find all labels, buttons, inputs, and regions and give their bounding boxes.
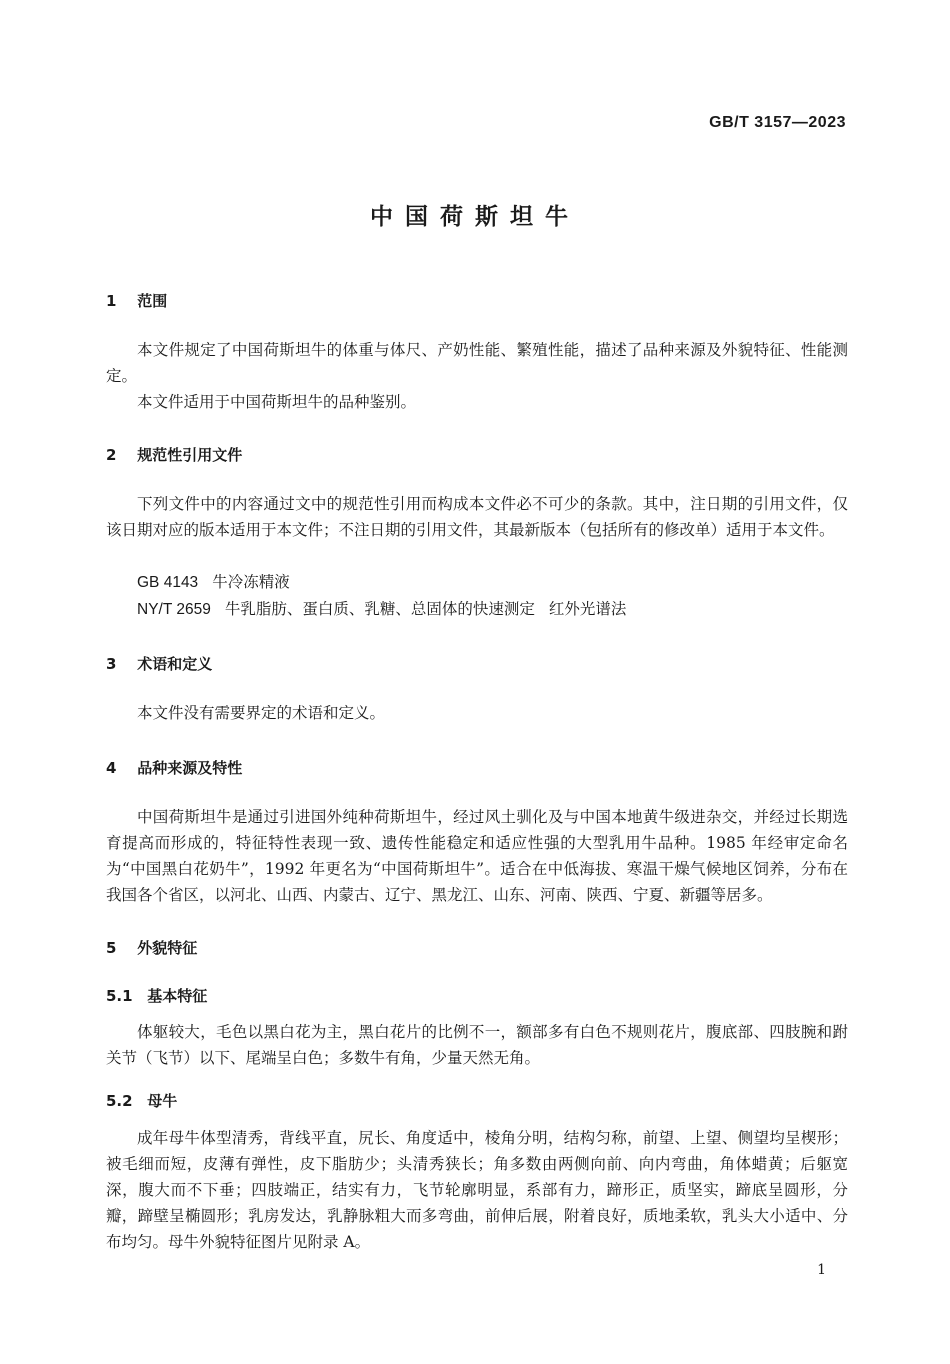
section-3-paragraph-1: 本文件没有需要界定的术语和定义。 <box>137 704 386 722</box>
section-number: 5.2 <box>106 1092 133 1110</box>
section-4-paragraph-1: 中国荷斯坦牛是通过引进国外纯种荷斯坦牛，经过风土驯化及与中国本地黄牛级进杂交，并经过长期选育提高而形成的，特征特性表现一致、遗传性能稳定和适应性强的大型乳用牛品种。1985 年经审定命名为“中国黑白花奶牛”，1992 年更名为“中国荷斯坦牛”。适合在中低海拔、寒温干燥气候地区饲养，分布在我国各个省区，以河北、山西、内蒙古、辽宁、黑龙江、山东、河南、陕西、宁夏、新疆等居多。 <box>106 808 848 904</box>
section-5-heading <box>106 937 197 958</box>
page-number: 1 <box>817 1262 826 1278</box>
section-5-1-paragraph-1: 体躯较大，毛色以黑白花为主，黑白花片的比例不一，额部多有白色不规则花片，腹底部、四肢腕和跗关节（飞节）以下、尾端呈白色；多数牛有角，少量天然无角。 <box>106 1023 848 1067</box>
section-1-paragraph-1: 本文件规定了中国荷斯坦牛的体重与体尺、产奶性能、繁殖性能，描述了品种来源及外貌特征、性能测定。 <box>106 341 848 385</box>
section-title: 母牛 <box>147 1092 178 1110</box>
section-number: 3 <box>106 655 117 673</box>
reference-title: 牛乳脂肪、蛋白质、乳糖、总固体的快速测定 <box>224 600 535 618</box>
section-2-paragraph-1: 下列文件中的内容通过文中的规范性引用而构成本文件必不可少的条款。其中，注日期的引用文件，仅该日期对应的版本适用于本文件；不注日期的引用文件，其最新版本（包括所有的修改单）适用于本文件。 <box>106 495 848 539</box>
standard-code: GB/T 3157—2023 <box>709 114 846 131</box>
section-number: 4 <box>106 759 117 777</box>
section-4-heading <box>106 757 242 778</box>
section-title: 术语和定义 <box>137 655 213 673</box>
section-5-2-paragraph-1: 成年母牛体型清秀，背线平直，尻长、角度适中，棱角分明，结构匀称，前望、上望、侧望均呈楔形；被毛细而短，皮薄有弹性，皮下脂肪少；头清秀狭长；角多数由两侧向前、向内弯曲，角体蜡黄；后躯宽深，腹大而不下垂；四肢端正，结实有力，飞节轮廓明显，系部有力，蹄形正，质坚实，蹄底呈圆形，分瓣，蹄壁呈椭圆形；乳房发达，乳静脉粗大而多弯曲，前伸后展，附着良好，质地柔软，乳头大小适中、分布均匀。母牛外貌特征图片见附录 A。 <box>106 1129 848 1251</box>
section-3-heading <box>106 653 212 674</box>
section-5-1-heading <box>106 985 207 1006</box>
section-number: 5 <box>106 939 117 957</box>
normative-reference <box>137 597 626 619</box>
reference-code: NY/T 2659 <box>137 601 211 618</box>
section-title: 外貌特征 <box>137 939 198 957</box>
section-number: 1 <box>106 292 117 310</box>
section-title: 规范性引用文件 <box>137 446 243 464</box>
reference-code: GB 4143 <box>137 574 199 591</box>
section-1-paragraph-2: 本文件适用于中国荷斯坦牛的品种鉴别。 <box>137 393 417 411</box>
section-title: 基本特征 <box>147 987 208 1005</box>
section-number: 5.1 <box>106 987 133 1005</box>
reference-method: 红外光谱法 <box>548 600 627 618</box>
section-5-2-heading <box>106 1090 177 1111</box>
document-title: 中国荷斯坦牛 <box>370 204 580 230</box>
section-title: 范围 <box>137 292 168 310</box>
reference-title: 牛冷冻精液 <box>212 573 290 591</box>
normative-reference <box>137 570 290 592</box>
section-number: 2 <box>106 446 117 464</box>
section-2-heading <box>106 444 242 465</box>
section-title: 品种来源及特性 <box>137 759 243 777</box>
section-1-heading <box>106 290 167 311</box>
